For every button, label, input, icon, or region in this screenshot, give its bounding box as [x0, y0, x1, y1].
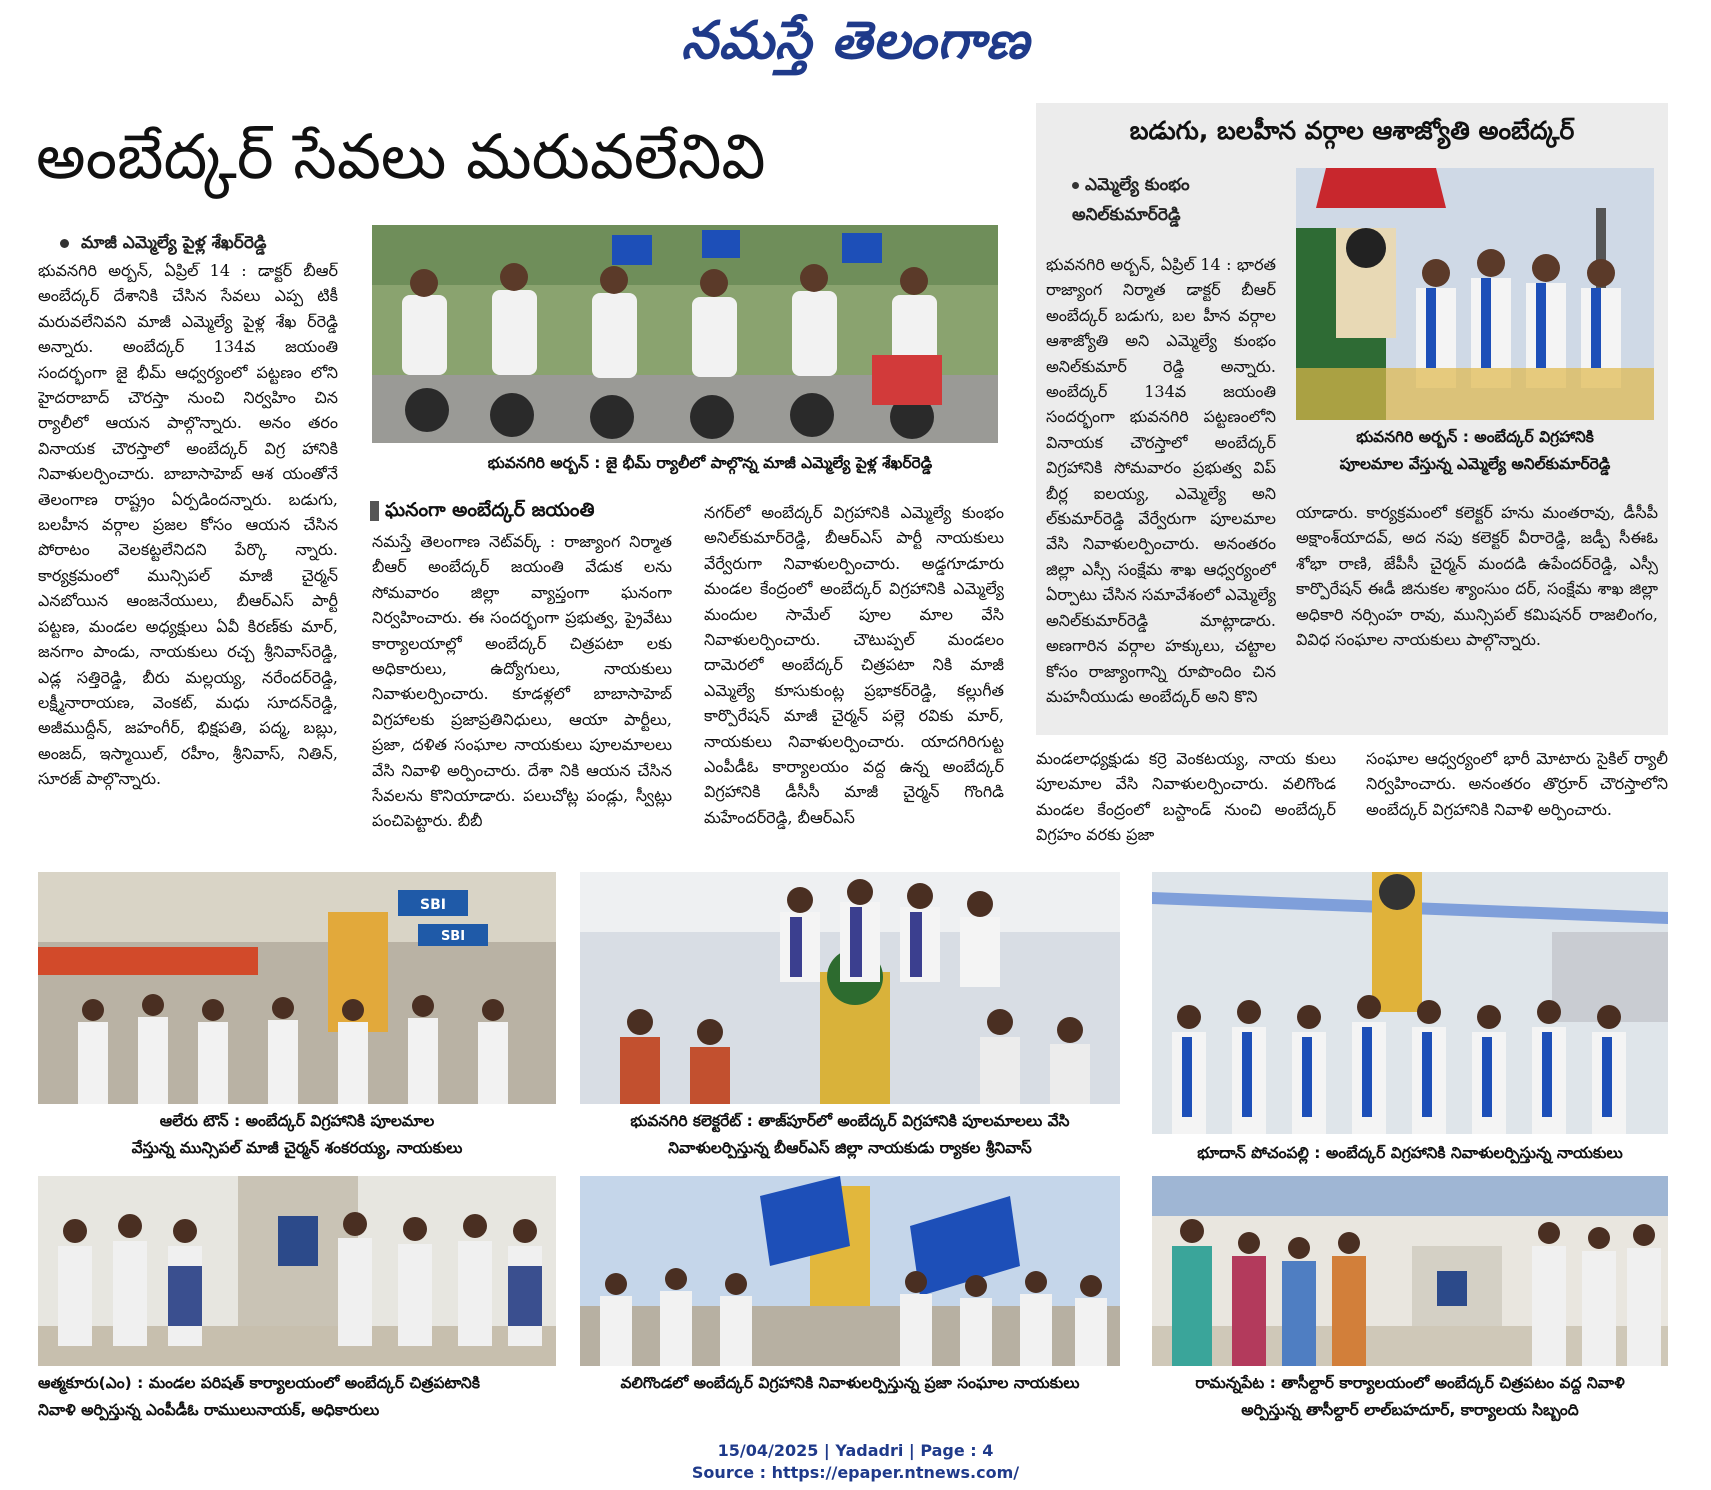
caption-atmakur-line-2: నివాళి అర్పిస్తున్న ఎంపీడీఓ రాములునాయక్, అధికారులు — [38, 1401, 380, 1419]
caption-atmakur-line-1: ఆత్మకూరు(ఎం) : మండల పరిషత్ కార్యాలయంలో అంబేద్కర్ చిత్రపటానికి — [38, 1374, 480, 1392]
sidebar-statue-photo — [1296, 168, 1654, 420]
photo-aleru-town — [38, 872, 556, 1104]
caption-collectorate-line-2: నివాళులర్పిస్తున్న బీఆర్‌ఎస్ జిల్లా నాయకుడు ర్యాకల శ్రీనివాస్ — [668, 1139, 1032, 1157]
sidebar-column-1: భువనగిరి అర్బన్, ఏప్రిల్ 14 : భారత రాజ్యాంగ నిర్మాత డాక్టర్ బీఆర్ అంబేద్కర్ బడుగు, బల హీన వర్గాల ఆశాజ్యోతి అని ఎమ్మెల్యే కుంభం అనిల్‌కుమార్ రెడ్డి అన్నారు. అంబేద్కర్ 134వ జయంతి సందర్భంగా భువనగిరి పట్టణంలోని వినాయక చౌరస్తాలో అంబేద్కర్ విగ్రహానికి సోమవారం ప్రభుత్వ విప్ బీర్ల ఐలయ్య, ఎమ్మెల్యే అని ల్‌కుమార్‌రెడ్డి వేర్వేరుగా పూలమాల వేసి నివాళులర్పించారు. అనంతరం జిల్లా ఎస్సీ సంక్షేమ శాఖ ఆధ్వర్యంలో ఏర్పాటు చేసిన సమావేశంలో ఎమ్మెల్యే అనిల్‌కుమార్‌రెడ్డి మాట్లాడారు. అణగారిన వర్గాల హక్కులు, చట్టాల కోసం రాజ్యాంగాన్ని రూపొందిం చిన మహనీయుడు అంబేద్కర్ అని కొని — [1046, 255, 1276, 706]
second-story-subhead — [370, 496, 670, 524]
sidebar-byline-text-1: ఎమ్మెల్యే కుంభం — [1085, 175, 1190, 195]
caption-bhuvanagiri-collectorate — [580, 1108, 1120, 1162]
photo-atmakur — [38, 1176, 556, 1366]
caption-aleru-line-2: వేస్తున్న మున్సిపల్ మాజీ చైర్మన్ శంకరయ్య, నాయకులు — [131, 1139, 463, 1157]
photo-bhoodan-pochampally — [1152, 872, 1668, 1134]
bullet-icon — [1072, 182, 1079, 189]
sidebar-byline-line-1 — [1072, 170, 1292, 200]
footer-date-edition: 15/04/2025 | Yadadri | Page : 4 — [717, 1441, 994, 1460]
sidebar-caption-line-1: భువనగిరి అర్బన్ : అంబేద్కర్ విగ్రహానికి — [1356, 428, 1594, 446]
caption-collectorate-line-1: భువనగిరి కలెక్టరేట్ : తాజ్‌పూర్‌లో అంబేద్కర్ విగ్రహానికి పూలమాలలు వేసి — [630, 1112, 1070, 1130]
photo-valigonda — [580, 1176, 1120, 1366]
sidebar-title: బడుగు, బలహీన వర్గాల ఆశాజ్యోతి అంబేద్కర్ — [1129, 116, 1575, 145]
caption-ramannapet-line-2: అర్పిస్తున్న తాసీల్దార్ లాల్‌బహదూర్, కార్యాలయ సిబ్బంది — [1241, 1401, 1579, 1419]
main-story-column: భువనగిరి అర్బన్, ఏప్రిల్ 14 : డాక్టర్ బీఆర్ అంబేద్కర్ దేశానికి చేసిన సేవలు ఎప్ప టికీ మరువలేనివని మాజీ ఎమ్మెల్యే పైళ్ల శేఖ ర్‌రెడ్డి అన్నారు. అంబేద్కర్ 134వ జయంతి సందర్భంగా జై భీమ్ ఆధ్వర్యంలో పట్టణం లోని హైదరాబాద్ చౌరస్తా నుంచి నిర్వహిం చిన ర్యాలీలో ఆయన పాల్గొన్నారు. అనం తరం వినాయక చౌరస్తాలో అంబేద్కర్ విగ్ర హానికి నివాళులర్పించారు. బాబాసాహెబ్ ఆశ యంతోనే తెలంగాణ రాష్ట్రం ఏర్పడిందన్నారు. బడుగు, బలహీన వర్గాల ప్రజల కోసం ఆయన చేసిన పోరాటం వెలకట్టలేనిదని పేర్కొ న్నారు. కార్యక్రమంలో మున్సిపల్ మాజీ చైర్మన్ ఎనబోయిన ఆంజనేయులు, బీఆర్‌ఎస్ పార్టీ పట్టణ, మండల అధ్యక్షులు ఏవీ కిరణ్‌కు మార్, జనగాం పాండు, నాయకులు రచ్చ శ్రీనివాస్‌రెడ్డి, ఎడ్ల సత్తిరెడ్డి, బీరు మల్లయ్య, నరేందర్‌రెడ్డి, లక్ష్మీనారాయణ, వెంకట్, మధు సూదన్‌రెడ్డి, అజీముద్దీన్, జహంగీర్, భిక్షపతి, పద్మ, బబ్లు, అంజద్, ఇస్మాయిల్, రహీం, శ్రీనివాస్, నితిన్, సూరజ్ పాల్గొన్నారు. — [38, 261, 338, 789]
caption-valigonda: వలిగొండలో అంబేద్కర్ విగ్రహానికి నివాళులర్పిస్తున్న ప్రజా సంఘాల నాయకులు — [620, 1374, 1080, 1392]
rally-photo-caption: భువనగిరి అర్బన్ : జై భీమ్ ర్యాలీలో పాల్గొన్న మాజీ ఎమ్మెల్యే పైళ్ల శేఖర్‌రెడ్డి — [487, 454, 933, 472]
sidebar-column-2: యాడారు. కార్యక్రమంలో కలెక్టర్ హను మంతరావు, డీసీపీ అక్షాంశ్‌యాదవ్, అద నపు కలెక్టర్ వీరారెడ్డి, జడ్పీ సీఈఓ శోభా రాణి, జేపీసీ చైర్మన్ మందడి ఉపేందర్‌రెడ్డి, ఎస్సీ కార్పొరేషన్ ఈడీ జినుకల శ్యాంసుం దర్, సంక్షేమ శాఖ జిల్లా అధికారి నర్సింహ రావు, మున్సిపల్ కమిషనర్ రాజలింగం, వివిధ సంఘాల నాయకులు పాల్గొన్నారు. — [1296, 503, 1658, 650]
sbi-sign-text-2: SBI — [440, 929, 466, 944]
second-story-column-2: నగర్‌లో అంబేద్కర్ విగ్రహానికి ఎమ్మెల్యే కుంభం అనిల్‌కుమార్‌రెడ్డి, బీఆర్‌ఎస్ పార్టీ నాయకులు వేర్వేరుగా నివాళులర్పించారు. అడ్డగూడూరు మండల కేంద్రంలో అంబేద్కర్ విగ్రహానికి ఎమ్మెల్యే మందుల సామేల్ పూల మాల వేసి నివాళులర్పించారు. చౌటుప్పల్ మండలం దామెరలో అంబేద్కర్ చిత్రపటా నికి మాజీ ఎమ్మెల్యే కూసుకుంట్ల ప్రభాకర్‌రెడ్డి, కల్లుగీత కార్పొరేషన్ మాజీ చైర్మన్ పల్లె రవికు మార్, నాయకులు నివాళులర్పించారు. యాదగిరిగుట్ట ఎంపీడీఓ కార్యాలయం వద్ద ఉన్న అంబేద్కర్ విగ్రహానికి డీసీసీ మాజీ చైర్మన్ గొంగిడి మహేందర్‌రెడ్డి, బీఆర్‌ఎస్ — [704, 503, 1004, 827]
photo-ramannapet — [1152, 1176, 1668, 1366]
second-story-column-1: నమస్తే తెలంగాణ నెట్‌వర్క్ : రాజ్యాంగ నిర్మాత బీఆర్ అంబేద్కర్ జయంతి వేడుక లను సోమవారం జిల్లా వ్యాప్తంగా ఘనంగా నిర్వహించారు. ఈ సందర్భంగా ప్రభుత్వ, ప్రైవేటు కార్యాలయాల్లో అంబేద్కర్ చిత్రపటా లకు అధికారులు, ఉద్యోగులు, నాయకులు నివాళులర్పించారు. కూడళ్లలో బాబాసాహెబ్ విగ్రహాలకు ప్రజాప్రతినిధులు, ఆయా పార్టీలు, ప్రజా, దళిత సంఘాల నాయకులు పూలమాలలు వేసి నివాళి అర్పించారు. దేశా నికి ఆయన చేసిన సేవలను కొనియాడారు. పలుచోట్ల పండ్లు, స్వీట్లు పంచిపెట్టారు. బీబీ — [372, 532, 672, 831]
byline-text: మాజీ ఎమ్మెల్యే పైళ్ల శేఖర్‌రెడ్డి — [81, 233, 267, 253]
sidebar-byline-line-2: అనిల్‌కుమార్‌రెడ్డి — [1072, 205, 1181, 225]
second-story-column-4: సంఘాల ఆధ్వర్యంలో భారీ మోటారు సైకిల్ ర్యాలీ నిర్వహించారు. అనంతరం తొర్రూర్ చౌరస్తాలోని అంబేద్కర్ విగ్రహానికి నివాళి అర్పించారు. — [1366, 749, 1668, 819]
newspaper-masthead: నమస్తే తెలంగాణ — [681, 10, 1030, 71]
subhead-text: ఘనంగా అంబేద్కర్ జయంతి — [385, 499, 595, 521]
main-headline: అంబేద్కర్ సేవలు మరువలేనివి — [36, 120, 766, 193]
sidebar-byline — [1072, 170, 1292, 230]
caption-atmakur — [38, 1370, 556, 1424]
second-story-column-3: మండలాధ్యక్షుడు కర్రె వెంకటయ్య, నాయ కులు పూలమాల వేసి నివాళులర్పించారు. వలిగొండ మండల కేంద్రంలో బస్టాండ్ నుంచి అంబేద్కర్ విగ్రహం వరకు ప్రజా — [1036, 749, 1336, 845]
footer-source-link[interactable]: Source : https://epaper.ntnews.com/ — [691, 1463, 1020, 1482]
caption-ramannapet-line-1: రామన్నపేట : తాసీల్దార్ కార్యాలయంలో అంబేద్కర్ చిత్రపటం వద్ద నివాళి — [1195, 1374, 1625, 1392]
caption-aleru-town — [38, 1108, 556, 1162]
rally-photo — [372, 225, 998, 443]
bullet-icon — [60, 239, 69, 248]
caption-ramannapet — [1152, 1370, 1668, 1424]
subhead-marker — [370, 501, 379, 521]
main-byline — [60, 230, 360, 258]
sidebar-photo-caption — [1296, 424, 1654, 478]
photo-bhuvanagiri-collectorate — [580, 872, 1120, 1104]
sbi-sign-text-1: SBI — [420, 897, 446, 913]
caption-bhoodan-pochampally: భూదాన్ పోచంపల్లి : అంబేద్కర్ విగ్రహానికి నివాళులర్పిస్తున్న నాయకులు — [1197, 1144, 1623, 1162]
page-footer — [0, 1440, 1711, 1484]
sidebar-caption-line-2: పూలమాల వేస్తున్న ఎమ్మెల్యే అనిల్‌కుమార్‌రెడ్డి — [1339, 455, 1611, 473]
caption-aleru-line-1: ఆలేరు టౌన్ : అంబేద్కర్ విగ్రహానికి పూలమాల — [159, 1112, 435, 1130]
